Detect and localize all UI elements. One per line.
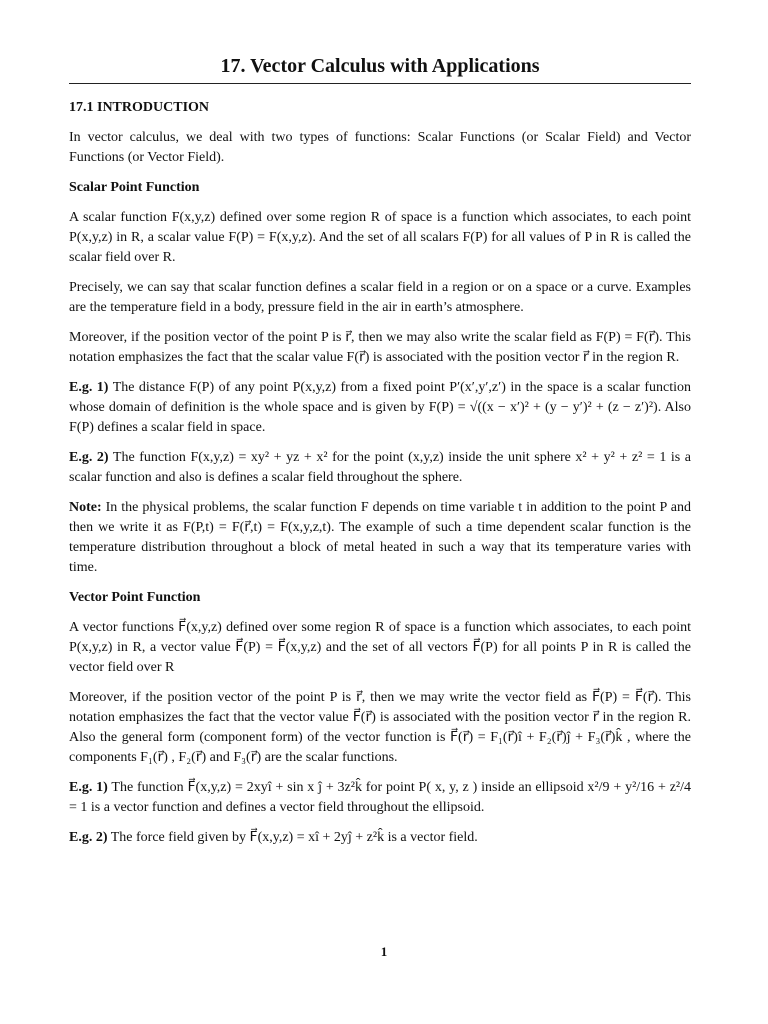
example-label: E.g. 1) — [69, 380, 109, 395]
vector-example-1 — [69, 778, 691, 818]
example-label: E.g. 1) — [69, 780, 108, 795]
vector-heading: Vector Point Function — [69, 590, 201, 605]
moreover-vector-paragraph: Moreover, if the position vector of the point P is r⃗, then we may write the vector field as F⃗(P) = F⃗(r⃗). This notation emphasizes the fact that the vector value F⃗(r⃗) is associated with the position vector r⃗ in the region R. Also the general form (component form) of the vector function is F⃗(r⃗) = F₁(r⃗)î + F₂(r⃗)ĵ + F₃(r⃗)k̂ , where the components F₁(r⃗) , F₂(r⃗) and F₃(r⃗) are the scalar functions. — [69, 690, 691, 765]
page-number: 1 — [380, 944, 388, 959]
document-page — [69, 52, 691, 848]
vector-definition: A vector functions F⃗(x,y,z) defined over some region R of space is a function which associates, to each point P(x,y,z) in R, a vector value F⃗(P) = F⃗(x,y,z) and the set of all vectors F⃗(P) for all points P in R is called the vector field over R — [69, 620, 691, 675]
scalar-example-1-text: The distance F(P) of any point P(x,y,z) from a fixed point P′(x′,y′,z′) in the space is a scalar function whose domain of definition is the whole space and is given by F(P) = √((x − x′)² + (y − y′)² + (z − z′)²). Also F(P) defines a scalar field in space. — [69, 380, 692, 435]
example-label: E.g. 2) — [69, 450, 109, 465]
vector-example-1-text: The function F⃗(x,y,z) = 2xyî + sin x ĵ + 3z²k̂ for point P( x, y, z ) inside an ellipsoid x²/9 + y²/16 + z²/4 = 1 is a vector function and defines a vector field throughout the ellipsoid. — [69, 780, 692, 815]
precisely-paragraph: Precisely, we can say that scalar function defines a scalar field in a region or on a space or a curve. Examples are the temperature field in a body, pressure field in the air in earth’s atmosphere. — [69, 280, 691, 315]
intro-paragraph: In vector calculus, we deal with two types of functions: Scalar Functions (or Scalar Field) and Vector Functions (or Vector Field). — [69, 130, 691, 165]
section-heading: 17.1 INTRODUCTION — [69, 100, 210, 115]
scalar-example-2 — [69, 448, 691, 488]
scalar-definition: A scalar function F(x,y,z) defined over some region R of space is a function which associates, to each point P(x,y,z) in R, a scalar value F(P) = F(x,y,z). And the set of all scalars F(P) for all values of P in R is called the scalar field over R. — [69, 210, 691, 265]
scalar-example-2-text: The function F(x,y,z) = xy² + yz + x² for the point (x,y,z) inside the unit sphere x² + y² + z² = 1 is a scalar function and also is defines a scalar field throughout the sphere. — [69, 450, 692, 485]
scalar-example-1 — [69, 378, 691, 438]
title-rule — [69, 83, 691, 84]
note-text: In the physical problems, the scalar function F depends on time variable t in addition to the point P and then we write it as F(P,t) = F(r⃗,t) = F(x,y,z,t). The example of such a time dependent scalar function is the temperature distribution throughout a block of metal heated in such a way that its temperature varies with time. — [69, 500, 691, 575]
vector-example-2 — [69, 828, 691, 848]
moreover-scalar-paragraph: Moreover, if the position vector of the point P is r⃗, then we may also write the scalar field as F(P) = F(r⃗). This notation emphasizes the fact that the scalar value F(r⃗) is associated with the position vector r⃗ in the region R. — [69, 330, 691, 365]
chapter-title: 17. Vector Calculus with Applications — [220, 55, 540, 77]
scalar-heading: Scalar Point Function — [69, 180, 200, 195]
vector-example-2-text: The force field given by F⃗(x,y,z) = xî + 2yĵ + z²k̂ is a vector field. — [110, 830, 478, 845]
example-label: E.g. 2) — [69, 830, 108, 845]
note-label: Note: — [69, 500, 102, 515]
note-paragraph — [69, 498, 691, 578]
